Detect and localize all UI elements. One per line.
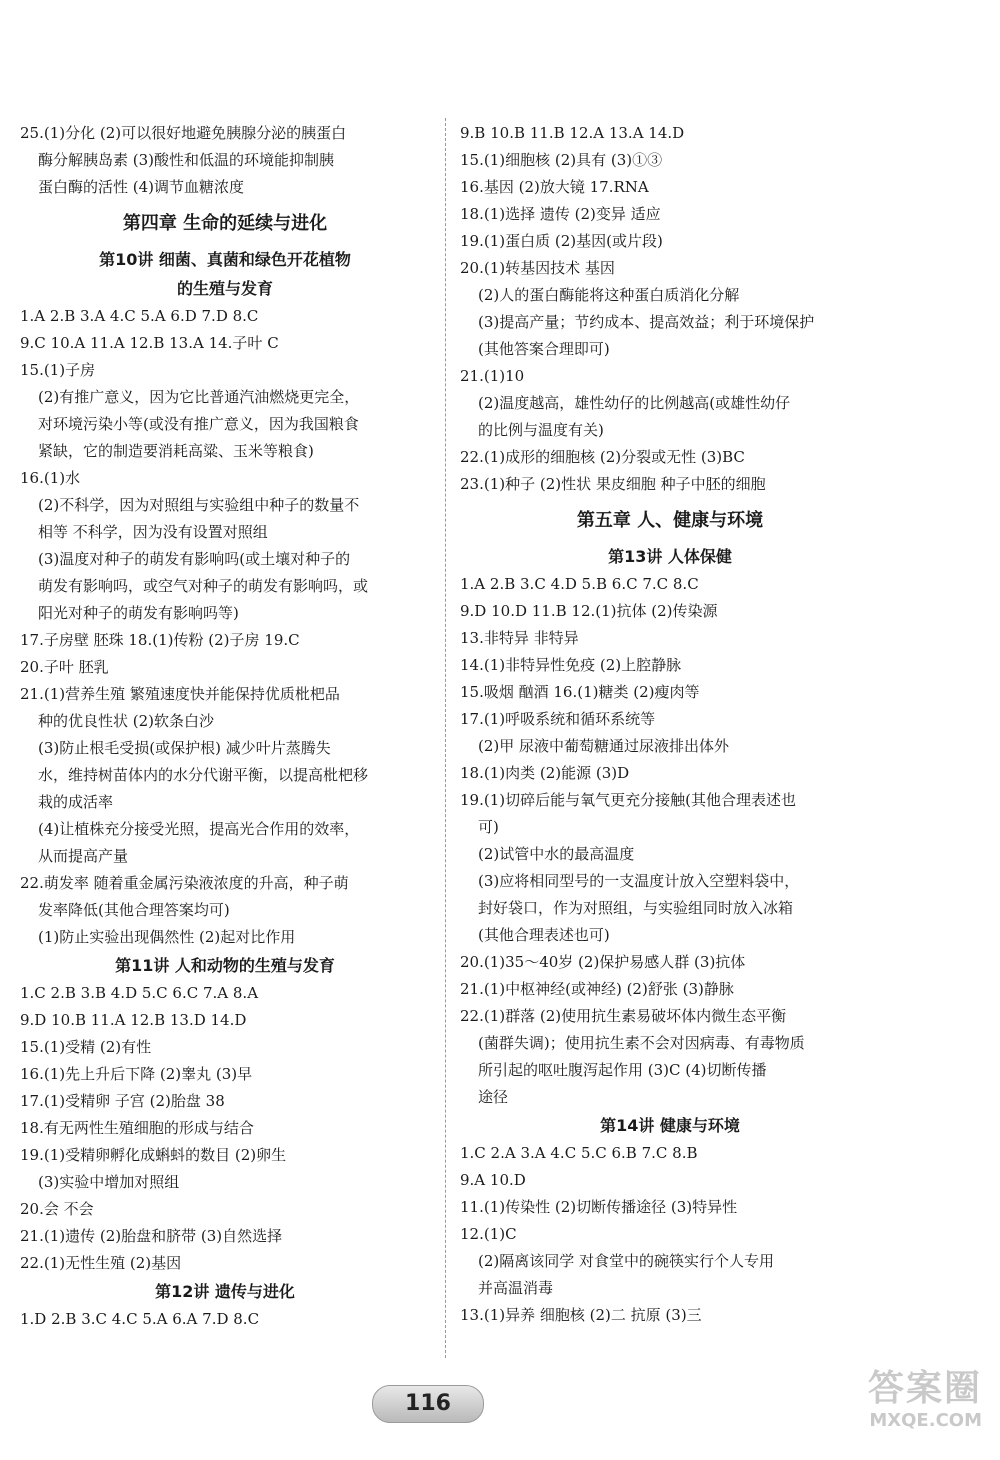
- answer-line: 18.(1)选择 遗传 (2)变异 适应: [460, 205, 661, 223]
- right-column: [460, 120, 880, 1329]
- answer-line: 19.(1)受精卵孵化成蝌蚪的数目 (2)卵生: [20, 1146, 287, 1164]
- lecture-heading: 第12讲 遗传与进化: [155, 1282, 295, 1301]
- answer-line: (3)温度对种子的萌发有影响吗(或土壤对种子的: [38, 550, 351, 568]
- column-divider: [445, 118, 446, 1358]
- answer-line: 途径: [478, 1088, 509, 1106]
- answer-line: 13.(1)异养 细胞核 (2)二 抗原 (3)三: [460, 1306, 702, 1324]
- answer-line: 1.D 2.B 3.C 4.C 5.A 6.A 7.D 8.C: [20, 1310, 260, 1328]
- watermark-main-text: 答案圈: [867, 1368, 982, 1409]
- answer-line: 21.(1)10: [460, 367, 525, 385]
- answer-line: 22.(1)群落 (2)使用抗生素易破坏体内微生态平衡: [460, 1007, 787, 1025]
- answer-line: (3)防止根毛受损(或保护根) 减少叶片蒸腾失: [38, 739, 331, 757]
- answer-line: 1.C 2.A 3.A 4.C 5.C 6.B 7.C 8.B: [460, 1144, 698, 1162]
- answer-line: 的比例与温度有关): [478, 421, 604, 439]
- answer-line: 栽的成活率: [38, 793, 114, 811]
- answer-line: (其他答案合理即可): [478, 340, 610, 358]
- answer-line: 22.(1)成形的细胞核 (2)分裂或无性 (3)BC: [460, 448, 745, 466]
- answer-line: 17.(1)呼吸系统和循环系统等: [460, 710, 656, 728]
- answer-line: 21.(1)遗传 (2)胎盘和脐带 (3)自然选择: [20, 1227, 283, 1245]
- left-column: [20, 120, 430, 1333]
- answer-line: 14.(1)非特异性免疫 (2)上腔静脉: [460, 656, 682, 674]
- answer-line: 9.B 10.B 11.B 12.A 13.A 14.D: [460, 124, 685, 142]
- lecture-heading: 第10讲 细菌、真菌和绿色开花植物: [99, 250, 351, 269]
- answer-line: (3)实验中增加对照组: [38, 1173, 180, 1191]
- lecture-heading: 第14讲 健康与环境: [600, 1116, 740, 1135]
- answer-line: 9.A 10.D: [460, 1171, 526, 1189]
- answer-line: 11.(1)传染性 (2)切断传播途径 (3)特异性: [460, 1198, 738, 1216]
- answer-line: 21.(1)中枢神经(或神经) (2)舒张 (3)静脉: [460, 980, 734, 998]
- answer-line: (2)不科学，因为对照组与实验组中种子的数量不: [38, 496, 360, 514]
- answer-line: (2)甲 尿液中葡萄糖通过尿液排出体外: [478, 737, 730, 755]
- answer-line: (其他合理表述也可): [478, 926, 610, 944]
- answer-line: (菌群失调)；使用抗生素不会对因病毒、有毒物质: [478, 1034, 805, 1052]
- answer-line: 阳光对种子的萌发有影响吗等): [38, 604, 239, 622]
- answer-line: 23.(1)种子 (2)性状 果皮细胞 种子中胚的细胞: [460, 475, 766, 493]
- answer-line: 可): [478, 818, 499, 836]
- answer-line: 15.吸烟 酗酒 16.(1)糖类 (2)瘦肉等: [460, 683, 700, 701]
- answer-line: 13.非特异 非特异: [460, 629, 579, 647]
- answer-line: 1.A 2.B 3.A 4.C 5.A 6.D 7.D 8.C: [20, 307, 259, 325]
- answer-line: 9.D 10.B 11.A 12.B 13.D 14.D: [20, 1011, 247, 1029]
- lecture-heading: 第11讲 人和动物的生殖与发育: [115, 956, 335, 975]
- answer-line: (4)让植株充分接受光照，提高光合作用的效率，: [38, 820, 360, 838]
- answer-line: 9.C 10.A 11.A 12.B 13.A 14.子叶 C: [20, 334, 279, 352]
- answer-line: 从而提高产量: [38, 847, 129, 865]
- answer-line: (3)提高产量；节约成本、提高效益；利于环境保护: [478, 313, 815, 331]
- lecture-heading: 第13讲 人体保健: [608, 547, 732, 566]
- answer-line: 25.(1)分化 (2)可以很好地避免胰腺分泌的胰蛋白: [20, 124, 347, 142]
- answer-line: 紧缺，它的制造要消耗高粱、玉米等粮食): [38, 442, 314, 460]
- answer-line: 22.萌发率 随着重金属污染液浓度的升高，种子萌: [20, 874, 349, 892]
- answer-line: 19.(1)蛋白质 (2)基因(或片段): [460, 232, 663, 250]
- answer-line: 19.(1)切碎后能与氧气更充分接触(其他合理表述也: [460, 791, 796, 809]
- answer-line: 17.子房壁 胚珠 18.(1)传粉 (2)子房 19.C: [20, 631, 300, 649]
- answer-line: 所引起的呕吐腹泻起作用 (3)C (4)切断传播: [478, 1061, 767, 1079]
- answer-line: 18.(1)肉类 (2)能源 (3)D: [460, 764, 630, 782]
- lecture-heading: 的生殖与发育: [176, 279, 273, 298]
- answer-line: 16.(1)水: [20, 469, 81, 487]
- answer-line: 15.(1)受精 (2)有性: [20, 1038, 152, 1056]
- answer-line: (2)温度越高，雄性幼仔的比例越高(或雄性幼仔: [478, 394, 791, 412]
- answer-line: 16.基因 (2)放大镜 17.RNA: [460, 178, 649, 196]
- answer-line: 22.(1)无性生殖 (2)基因: [20, 1254, 182, 1272]
- answer-line: 21.(1)营养生殖 繁殖速度快并能保持优质枇杷品: [20, 685, 340, 703]
- answer-line: 种的优良性状 (2)软条白沙: [38, 712, 215, 730]
- answer-line: 酶分解胰岛素 (3)酸性和低温的环境能抑制胰: [38, 151, 335, 169]
- chapter-heading: 第五章 人、健康与环境: [576, 510, 764, 531]
- answer-line: 15.(1)细胞核 (2)具有 (3)①③: [460, 151, 663, 169]
- answer-line: 20.子叶 胚乳: [20, 658, 109, 676]
- answer-line: 20.会 不会: [20, 1200, 94, 1218]
- answer-line: (1)防止实验出现偶然性 (2)起对比作用: [38, 928, 296, 946]
- answer-line: (2)人的蛋白酶能将这种蛋白质消化分解: [478, 286, 740, 304]
- answer-line: 18.有无两性生殖细胞的形成与结合: [20, 1119, 254, 1137]
- answer-line: 蛋白酶的活性 (4)调节血糖浓度: [38, 178, 245, 196]
- chapter-heading: 第四章 生命的延续与进化: [122, 213, 328, 234]
- answer-line: (2)隔离该同学 对食堂中的碗筷实行个人专用: [478, 1252, 775, 1270]
- answer-line: 发率降低(其他合理答案均可): [38, 901, 230, 919]
- answer-line: 并高温消毒: [478, 1279, 554, 1297]
- page-number: 116: [405, 1391, 451, 1416]
- answer-line: (3)应将相同型号的一支温度计放入空塑料袋中，: [478, 872, 800, 890]
- answer-line: 16.(1)先上升后下降 (2)睾丸 (3)早: [20, 1065, 253, 1083]
- answer-line: (2)有推广意义，因为它比普通汽油燃烧更完全，: [38, 388, 360, 406]
- answer-line: 相等 不科学，因为没有设置对照组: [38, 523, 268, 541]
- answer-line: (2)试管中水的最高温度: [478, 845, 635, 863]
- answer-line: 9.D 10.D 11.B 12.(1)抗体 (2)传染源: [460, 602, 718, 620]
- watermark-logo: [802, 1368, 982, 1438]
- page-number-badge: [372, 1385, 484, 1423]
- answer-line: 15.(1)子房: [20, 361, 96, 379]
- answer-line: 17.(1)受精卵 子宫 (2)胎盘 38: [20, 1092, 225, 1110]
- answer-line: 20.(1)35～40岁 (2)保护易感人群 (3)抗体: [460, 953, 746, 971]
- answer-line: 1.A 2.B 3.C 4.D 5.B 6.C 7.C 8.C: [460, 575, 699, 593]
- answer-line: 封好袋口，作为对照组，与实验组同时放入冰箱: [478, 899, 794, 917]
- answer-line: 萌发有影响吗，或空气对种子的萌发有影响吗，或: [38, 577, 369, 595]
- answer-line: 对环境污染小等(或没有推广意义，因为我国粮食: [38, 415, 359, 433]
- answer-line: 水，维持树苗体内的水分代谢平衡，以提高枇杷移: [38, 766, 369, 784]
- watermark-url-text: MXQE.COM: [869, 1410, 982, 1431]
- answer-line: 12.(1)C: [460, 1225, 517, 1243]
- answer-line: 1.C 2.B 3.B 4.D 5.C 6.C 7.A 8.A: [20, 984, 259, 1002]
- answer-line: 20.(1)转基因技术 基因: [460, 259, 615, 277]
